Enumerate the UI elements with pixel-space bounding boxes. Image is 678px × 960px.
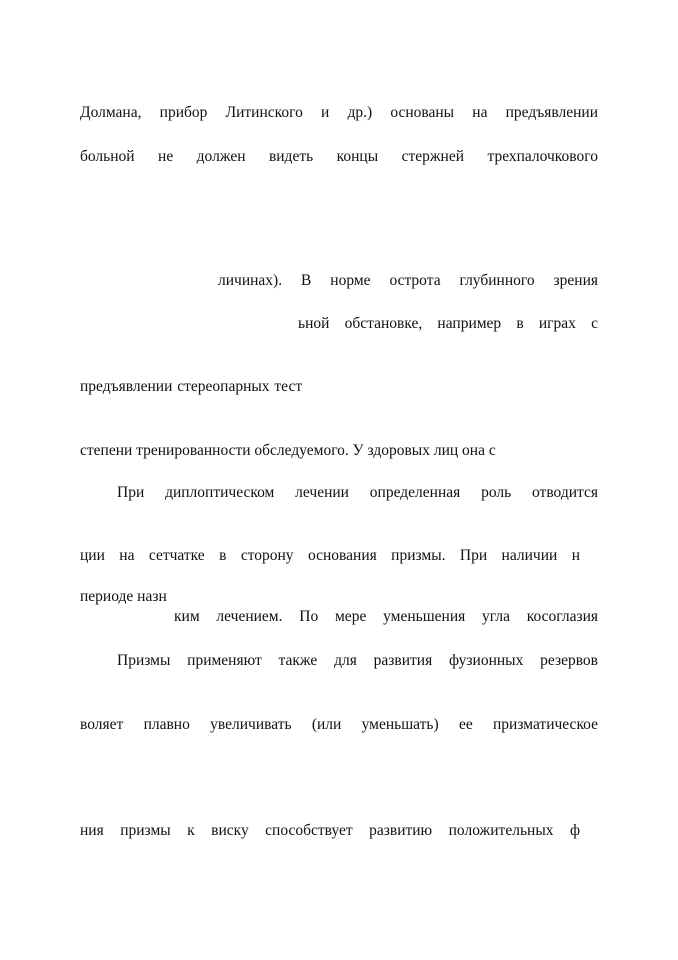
text-line-11: Призмы применяют также для развития фузионных резервов (117, 652, 598, 669)
text-line-1: Долмана, прибор Литинского и др.) основаны на предъявлении (80, 104, 598, 121)
text-line-10: ким лечением. По мере уменьшения угла косоглазия (174, 608, 598, 625)
text-line-4: ьной обстановке, например в играх с (298, 315, 598, 332)
text-line-13: ния призмы к виску способствует развитию положительных ф (80, 822, 580, 839)
text-line-7: При диплоптическом лечении определенная роль отводится (117, 484, 598, 501)
text-line-12: воляет плавно увеличивать (или уменьшать) ее призматическое (80, 716, 598, 733)
text-line-8: ции на сетчатке в сторону основания призмы. При наличии н (80, 547, 580, 564)
text-line-3: личинах). В норме острота глубинного зрения (218, 272, 598, 289)
text-line-5: предъявлении стереопарных тест (80, 378, 303, 395)
text-line-9: периоде назн (80, 588, 167, 605)
text-line-2: больной не должен видеть концы стержней трехпалочкового (80, 148, 598, 165)
text-line-6: степени тренированности обследуемого. У здоровых лиц она с (80, 442, 496, 459)
